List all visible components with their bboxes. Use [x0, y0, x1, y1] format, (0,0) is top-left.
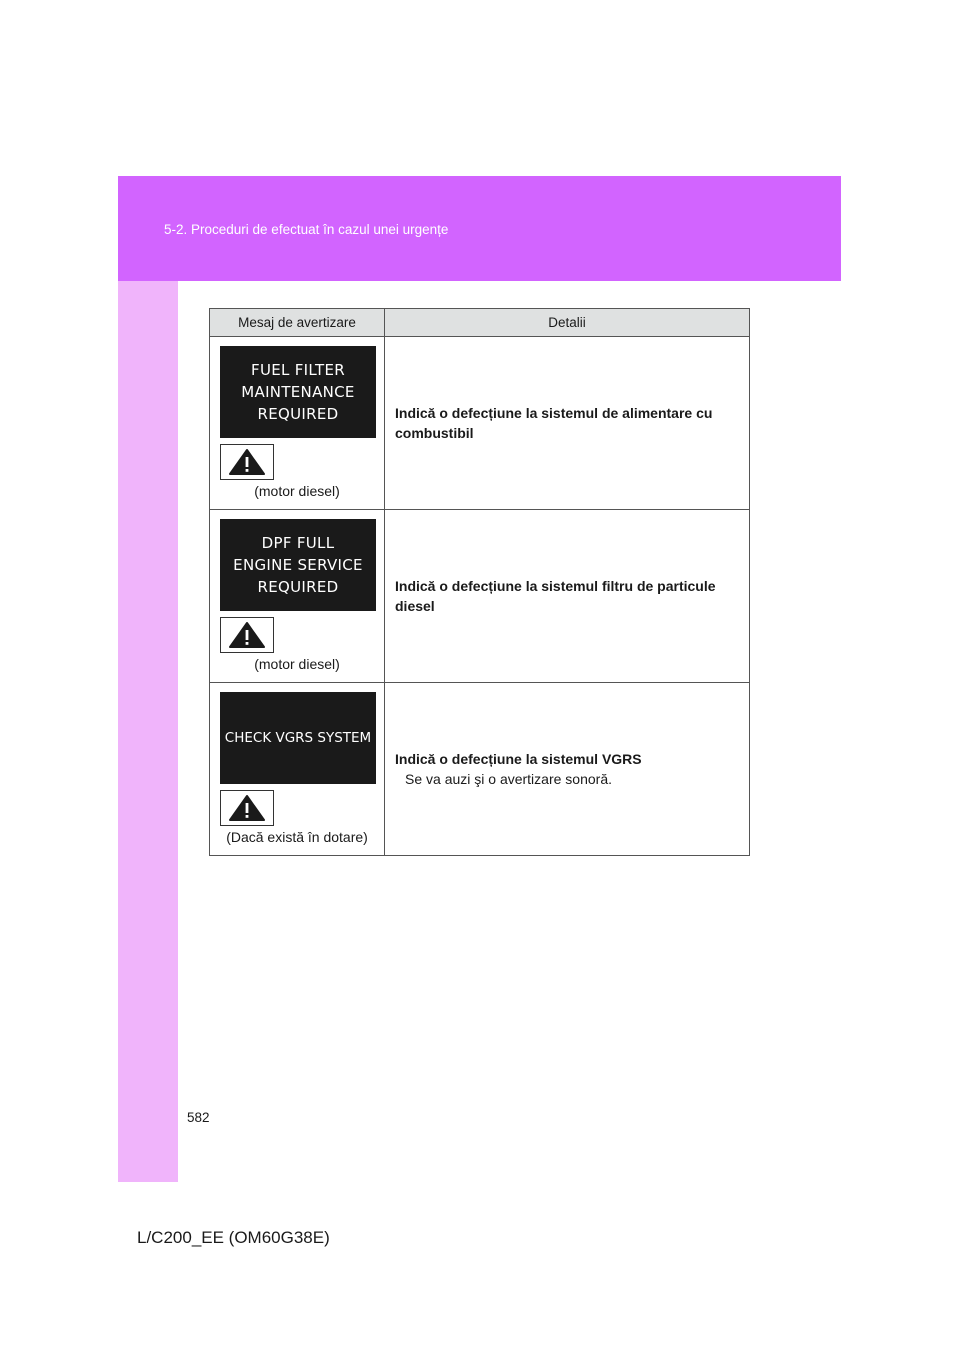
detail-cell: [385, 683, 750, 856]
detail-cell: [385, 510, 750, 683]
warning-light: [220, 444, 274, 480]
warning-light: [220, 790, 274, 826]
detail-text: Indică o defecțiune la sistemul VGRS: [395, 751, 642, 767]
display-message: FUEL FILTER MAINTENANCE REQUIRED: [220, 346, 376, 438]
side-band: [118, 281, 178, 1182]
document-code: L/C200_EE (OM60G38E): [137, 1228, 330, 1247]
detail-cell: [385, 337, 750, 510]
warning-messages-table: [209, 308, 750, 856]
section-title: 5-2. Proceduri de efectuat în cazul unei urgențe: [164, 222, 449, 237]
display-message: CHECK VGRS SYSTEM: [220, 692, 376, 784]
header-band: [118, 176, 841, 281]
column-header-details: Detalii: [385, 309, 750, 337]
detail-note: Se va auzi şi o avertizare sonoră.: [405, 771, 612, 787]
warning-triangle-icon: [228, 621, 266, 649]
warning-light: [220, 617, 274, 653]
table-row: [210, 683, 750, 856]
warning-triangle-icon: [228, 448, 266, 476]
page-number: 582: [187, 1110, 210, 1125]
message-cell: [210, 683, 385, 856]
table-row: [210, 510, 750, 683]
message-caption: (Dacă există în dotare): [226, 829, 368, 845]
message-caption: (motor diesel): [254, 656, 340, 672]
message-cell: [210, 510, 385, 683]
message-caption: (motor diesel): [254, 483, 340, 499]
column-header-message: Mesaj de avertizare: [210, 309, 385, 337]
warning-triangle-icon: [228, 794, 266, 822]
detail-text: Indică o defecțiune la sistemul filtru de particule diesel: [395, 578, 716, 614]
table-header-row: [210, 309, 750, 337]
detail-text: Indică o defecțiune la sistemul de alimentare cu combustibil: [395, 405, 713, 441]
message-cell: [210, 337, 385, 510]
table-row: [210, 337, 750, 510]
display-message: DPF FULL ENGINE SERVICE REQUIRED: [220, 519, 376, 611]
